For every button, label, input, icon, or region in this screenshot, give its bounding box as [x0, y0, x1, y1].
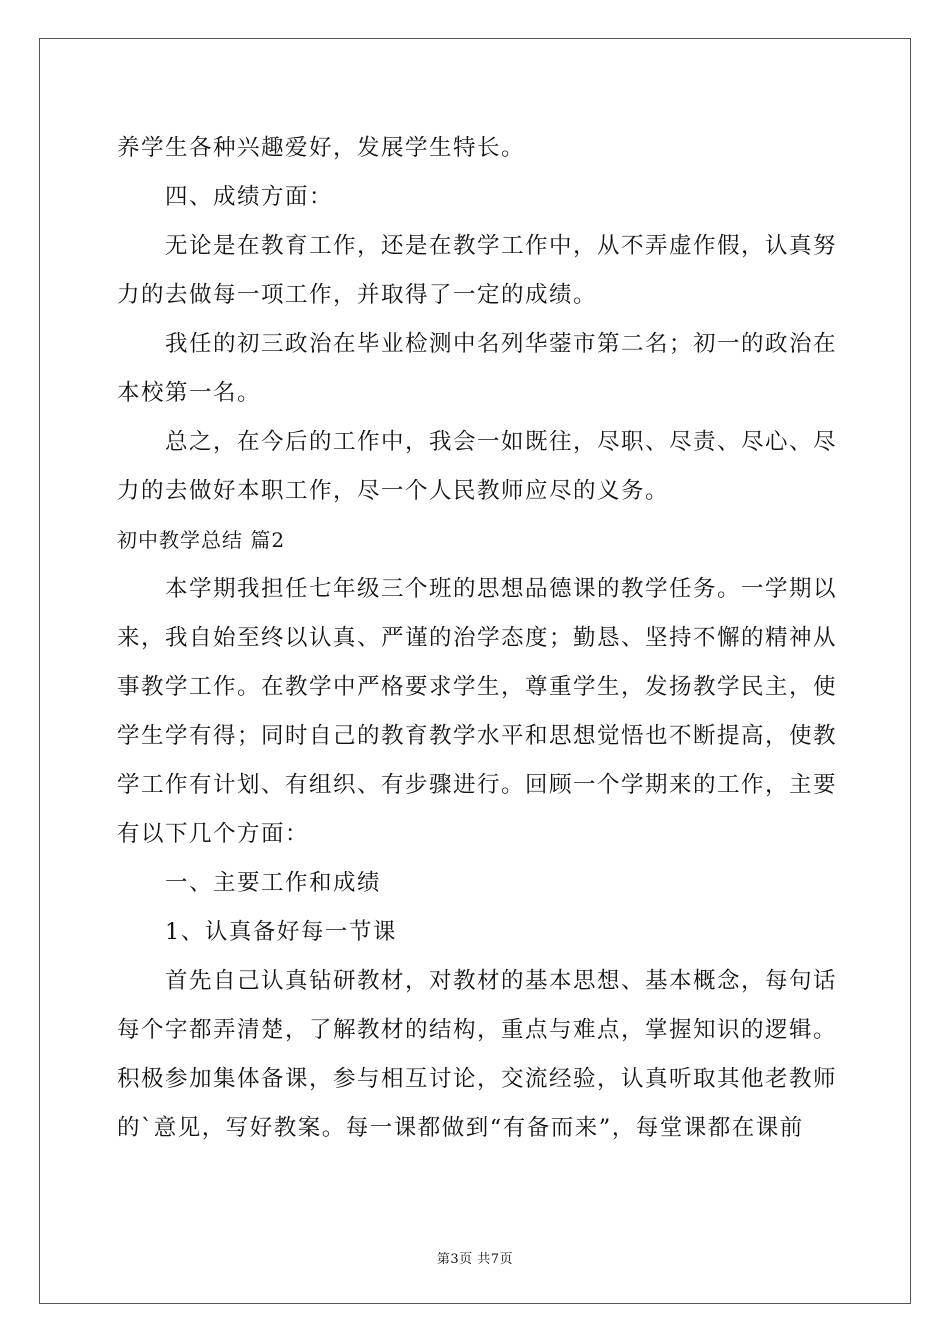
text-line: 无论是在教育工作，还是在教学工作中，从不弄虚作假，认真努	[165, 233, 838, 259]
section-heading: 一、主要工作和成绩	[165, 870, 382, 896]
document-body	[117, 124, 838, 1153]
text-line: 力的去做每一项工作，并取得了一定的成绩。	[117, 282, 598, 308]
subsection-heading: 1、认真备好每一节课	[165, 919, 397, 945]
page-number: 第3页 共7页	[436, 1252, 514, 1267]
text-line: 有以下几个方面：	[117, 821, 310, 847]
text-line: 的`意见，写好教案。每一课都做到“有备而来”，每堂课都在课前	[117, 1115, 804, 1141]
text-line: 每个字都弄清楚，了解教材的结构，重点与难点，掌握知识的逻辑。	[117, 1017, 838, 1043]
article-heading: 初中教学总结 篇2	[117, 528, 286, 552]
text-line: 本学期我担任七年级三个班的思想品德课的教学任务。一学期以	[165, 576, 838, 602]
text-line: 学工作有计划、有组织、有步骤进行。回顾一个学期来的工作，主要	[117, 772, 838, 798]
text-line: 力的去做好本职工作，尽一个人民教师应尽的义务。	[117, 478, 670, 504]
text-line: 总之，在今后的工作中，我会一如既往，尽职、尽责、尽心、尽	[165, 429, 838, 455]
text-line: 来，我自始至终以认真、严谨的治学态度；勤恳、坚持不懈的精神从	[117, 625, 838, 651]
section-heading: 四、成绩方面：	[165, 184, 334, 210]
text-line: 积极参加集体备课，参与相互讨论，交流经验，认真听取其他老教师	[117, 1066, 838, 1092]
text-line: 事教学工作。在教学中严格要求学生，尊重学生，发扬教学民主，使	[117, 674, 838, 700]
text-line: 本校第一名。	[117, 380, 262, 406]
text-line: 养学生各种兴趣爱好，发展学生特长。	[117, 135, 526, 161]
text-line: 学生学有得；同时自己的教育教学水平和思想觉悟也不断提高，使教	[117, 723, 838, 749]
text-line: 首先自己认真钻研教材，对教材的基本思想、基本概念，每句话	[165, 968, 838, 994]
text-line: 我任的初三政治在毕业检测中名列华蓥市第二名；初一的政治在	[165, 331, 838, 357]
